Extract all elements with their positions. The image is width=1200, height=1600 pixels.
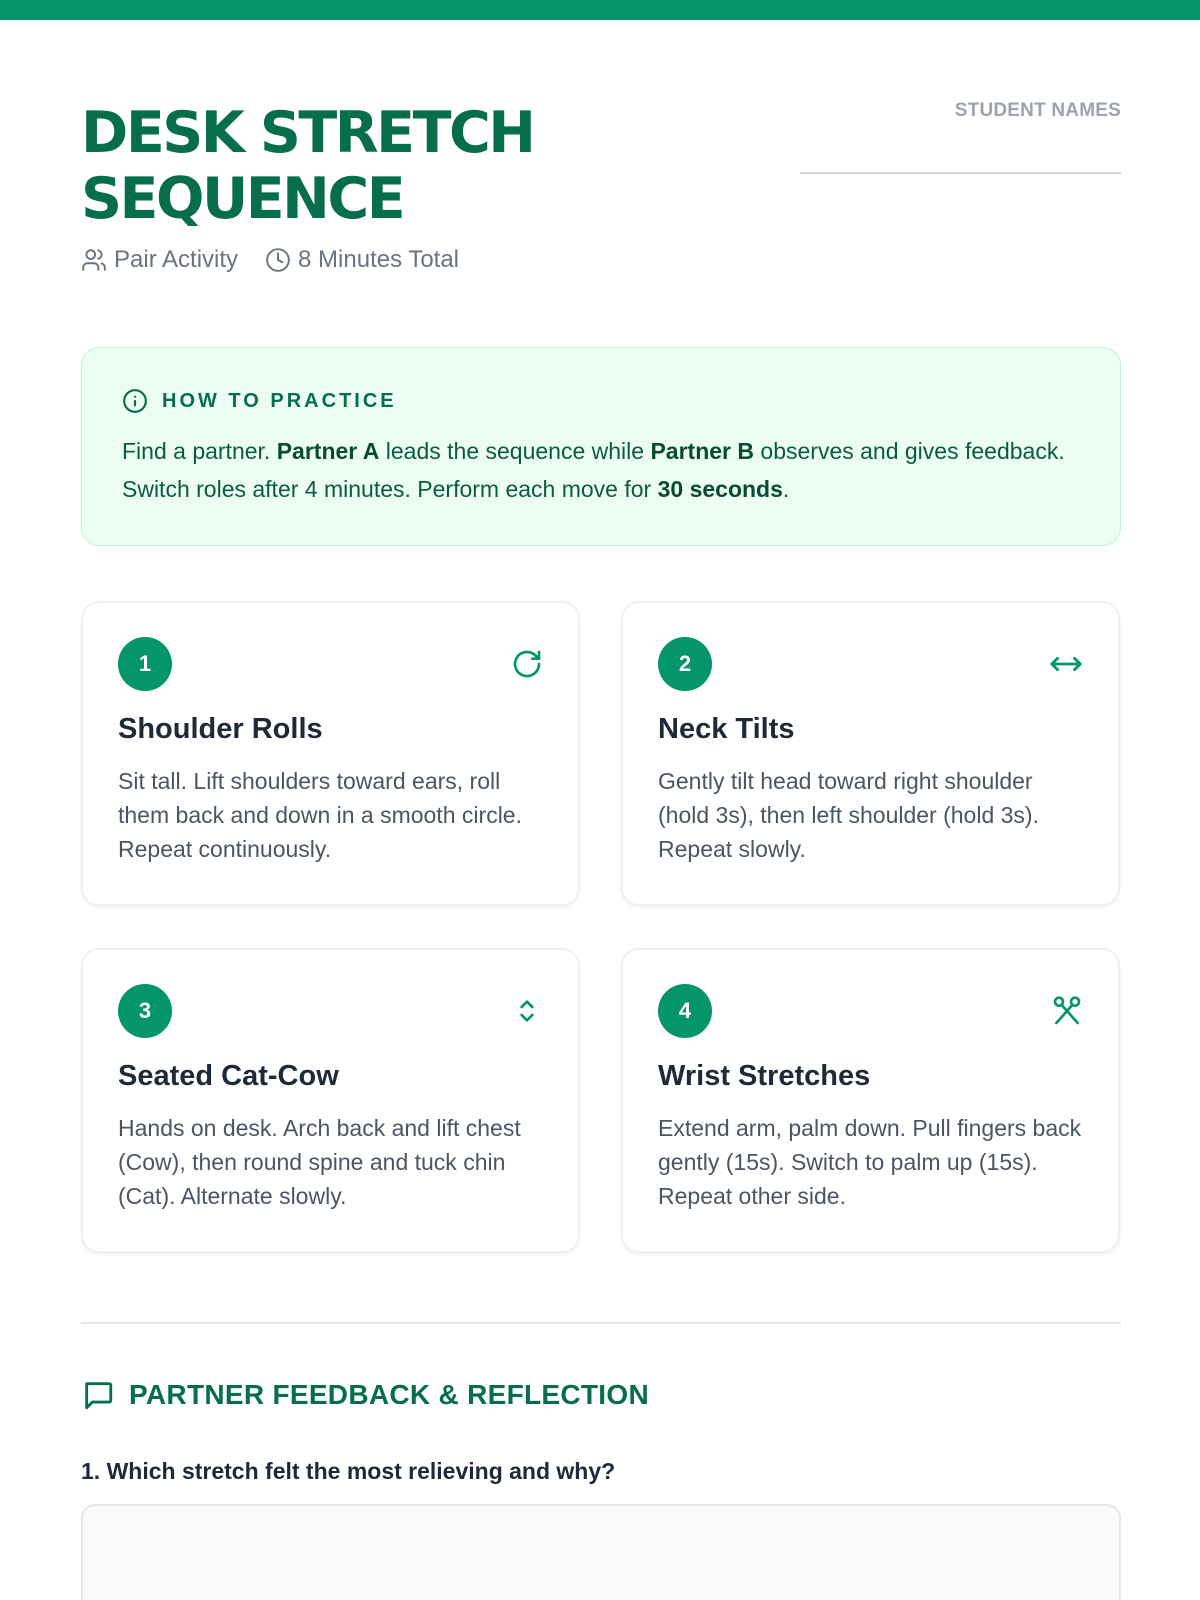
vertical-chevrons-icon: [511, 995, 543, 1027]
student-names-label: STUDENT NAMES: [954, 100, 1121, 121]
meta-pair-activity: [81, 246, 238, 274]
answer-box-1[interactable]: [81, 1504, 1121, 1600]
stretch-card-neck-tilts: [621, 601, 1120, 906]
card-title: Neck Tilts: [658, 713, 795, 745]
activity-meta: [81, 246, 1121, 274]
step-number-badge: 3: [118, 984, 172, 1038]
question-1: 1. Which stretch felt the most relieving and why?: [81, 1458, 616, 1484]
step-number-badge: 2: [658, 637, 712, 691]
student-names-line[interactable]: [800, 172, 1121, 174]
student-names-field[interactable]: [800, 100, 1121, 174]
scissors-icon: [1051, 995, 1083, 1027]
stretch-card-shoulder-rolls: [81, 601, 580, 906]
step-number-badge: 1: [118, 637, 172, 691]
users-icon: [81, 247, 107, 273]
card-title: Wrist Stretches: [658, 1060, 871, 1092]
meta-duration: [265, 246, 459, 274]
feedback-heading: [81, 1378, 649, 1412]
info-icon: [122, 388, 148, 414]
howto-title: HOW TO PRACTICE: [162, 389, 397, 412]
page-title: DESK STRETCH SEQUENCE: [81, 100, 534, 232]
meta-label: 8 Minutes Total: [298, 246, 460, 273]
card-title: Shoulder Rolls: [118, 713, 323, 745]
step-number-badge: 4: [658, 984, 712, 1038]
section-divider: [81, 1322, 1121, 1324]
clock-icon: [265, 247, 291, 273]
card-description: Hands on desk. Arch back and lift chest (Cow), then round spine and tuck chin (Cat). Alternate slowly.: [118, 1115, 521, 1209]
feedback-title: PARTNER FEEDBACK & REFLECTION: [129, 1379, 649, 1410]
card-description: Extend arm, palm down. Pull fingers back gently (15s). Switch to palm up (15s). Repeat other side.: [658, 1115, 1082, 1209]
top-accent-bar: [0, 0, 1200, 20]
horizontal-arrows-icon: [1049, 647, 1083, 681]
howto-text: Find a partner. Partner A leads the sequence while Partner B observes and gives feedback. Switch roles after 4 minutes. Perform each move for 30 seconds.: [122, 438, 1065, 502]
card-description: Gently tilt head toward right shoulder (hold 3s), then left shoulder (hold 3s). Repeat slowly.: [658, 768, 1039, 862]
howto-heading: [122, 388, 1080, 414]
stretch-card-seated-cat-cow: [81, 948, 580, 1253]
card-description: Sit tall. Lift shoulders toward ears, roll them back and down in a smooth circle. Repeat continuously.: [118, 768, 522, 862]
meta-label: Pair Activity: [114, 246, 239, 273]
message-icon: [81, 1378, 115, 1412]
refresh-icon: [511, 648, 543, 680]
card-title: Seated Cat-Cow: [118, 1060, 339, 1092]
stretch-card-wrist-stretches: [621, 948, 1120, 1253]
how-to-practice-box: [81, 347, 1121, 546]
